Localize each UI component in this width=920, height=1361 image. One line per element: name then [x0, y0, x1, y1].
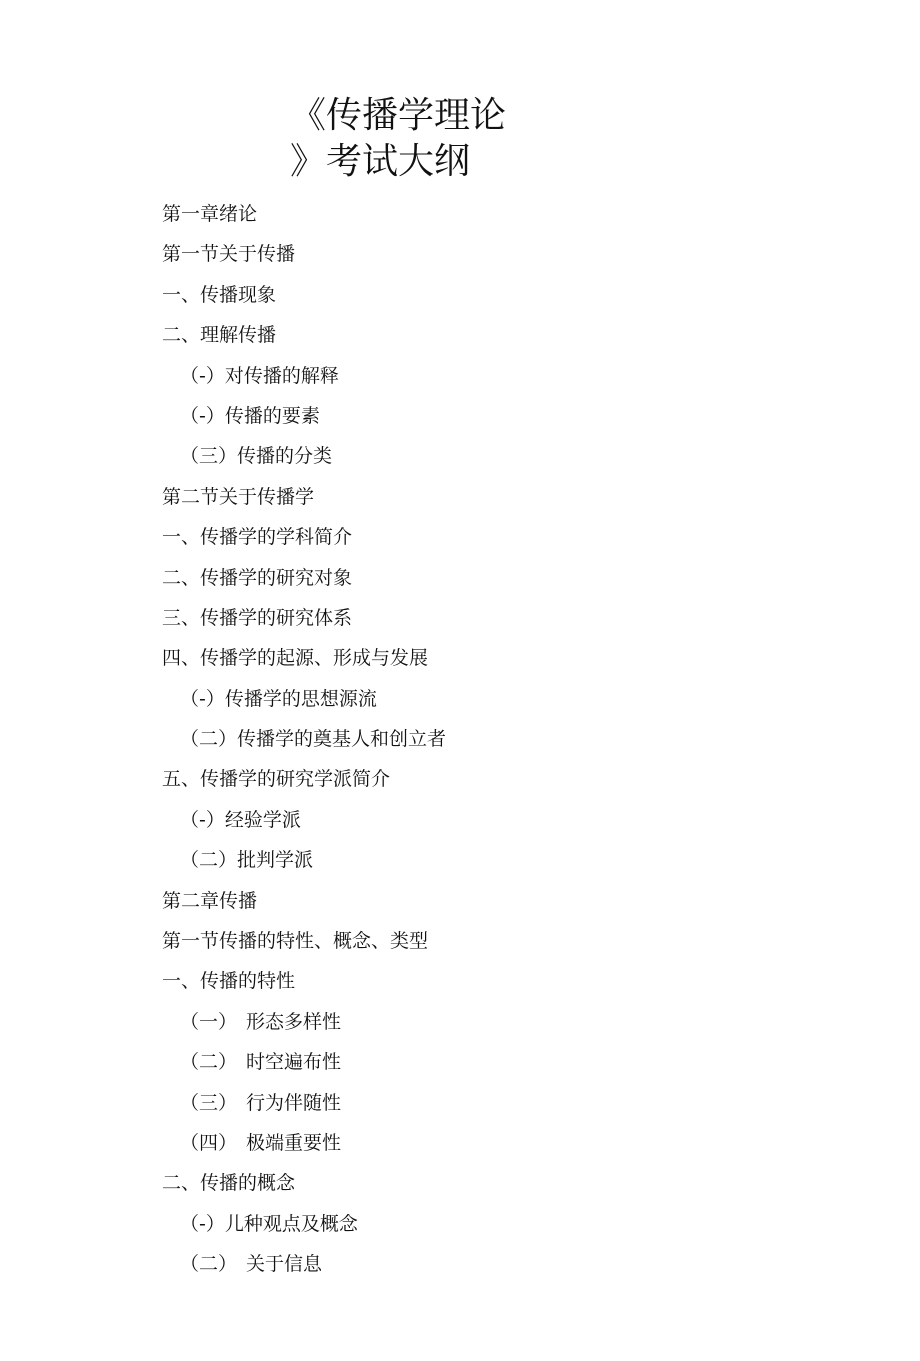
- outline-item: [162, 1165, 446, 1205]
- outline-subitem: [162, 681, 446, 721]
- outline-marker: （-）: [180, 687, 225, 710]
- outline-marker: （二）: [180, 1253, 238, 1276]
- outline-text: 形态多样性: [246, 1010, 342, 1033]
- outline-text: 二、传播的概念: [162, 1172, 296, 1195]
- outline-marker: （-）: [180, 364, 225, 387]
- outline-item: [162, 600, 446, 640]
- outline-text: 时空遍布性: [246, 1051, 342, 1074]
- outline-subitem: [162, 1085, 446, 1125]
- outline-text: 传播学的奠基人和创立者: [237, 728, 447, 751]
- document-title-line-2: 》考试大纲: [290, 141, 471, 182]
- outline-text: 五、传播学的研究学派简介: [162, 768, 391, 791]
- outline-text: 二、传播学的研究对象: [162, 566, 353, 589]
- outline-text: 一、传播学的学科简介: [162, 526, 353, 549]
- outline-text: 二、理解传播: [162, 324, 277, 347]
- outline-text: 三、传播学的研究体系: [162, 606, 353, 629]
- outline-subitem: [162, 802, 446, 842]
- outline-text: 第一节传播的特性、概念、类型: [162, 930, 429, 953]
- outline-list: [162, 196, 446, 1287]
- outline-text: 四、传播学的起源、形成与发展: [162, 647, 429, 670]
- outline-item: [162, 479, 446, 519]
- outline-text: 儿种观点及概念: [224, 1212, 358, 1235]
- outline-item: [162, 519, 446, 559]
- outline-subitem: [162, 1004, 446, 1044]
- outline-marker: （-）: [180, 808, 225, 831]
- outline-text: 传播的分类: [237, 445, 333, 468]
- outline-subitem: [162, 438, 446, 478]
- outline-marker: （二）: [180, 1051, 238, 1074]
- outline-item: [162, 196, 446, 236]
- outline-subitem: [162, 721, 446, 761]
- outline-subitem: [162, 398, 446, 438]
- outline-item: [162, 236, 446, 276]
- outline-text: 批判学派: [237, 849, 314, 872]
- outline-marker: （三）: [180, 1091, 238, 1114]
- outline-marker: （二）: [180, 849, 238, 872]
- outline-item: [162, 761, 446, 801]
- outline-text: 经验学派: [224, 808, 301, 831]
- outline-item: [162, 317, 446, 357]
- document-title-line-1: 《传播学理论: [290, 95, 507, 136]
- outline-text: 对传播的解释: [224, 364, 339, 387]
- outline-subitem: [162, 1246, 446, 1286]
- outline-subitem: [162, 358, 446, 398]
- outline-marker: （-）: [180, 404, 225, 427]
- outline-item: [162, 923, 446, 963]
- outline-item: [162, 277, 446, 317]
- outline-subitem: [162, 1125, 446, 1165]
- outline-subitem: [162, 842, 446, 882]
- outline-text: 一、传播现象: [162, 283, 277, 306]
- outline-subitem: [162, 1044, 446, 1084]
- outline-text: 极端重要性: [246, 1131, 342, 1154]
- outline-item: [162, 560, 446, 600]
- outline-text: 传播的要素: [224, 404, 320, 427]
- outline-marker: （二）: [180, 728, 238, 751]
- outline-marker: （三）: [180, 445, 238, 468]
- outline-text: 第一节关于传播: [162, 243, 296, 266]
- outline-item: [162, 963, 446, 1003]
- outline-text: 一、传播的特性: [162, 970, 296, 993]
- outline-text: 第二节关于传播学: [162, 485, 315, 508]
- outline-marker: （-）: [180, 1212, 225, 1235]
- outline-text: 第一章绪论: [162, 203, 258, 225]
- outline-marker: （四）: [180, 1131, 238, 1154]
- outline-text: 传播学的思想源流: [224, 687, 377, 710]
- outline-marker: （一）: [180, 1010, 238, 1033]
- outline-item: [162, 640, 446, 680]
- outline-text: 行为伴随性: [246, 1091, 342, 1114]
- outline-text: 第二章传播: [162, 889, 258, 912]
- outline-text: 关于信息: [246, 1253, 323, 1276]
- outline-item: [162, 883, 446, 923]
- outline-subitem: [162, 1206, 446, 1246]
